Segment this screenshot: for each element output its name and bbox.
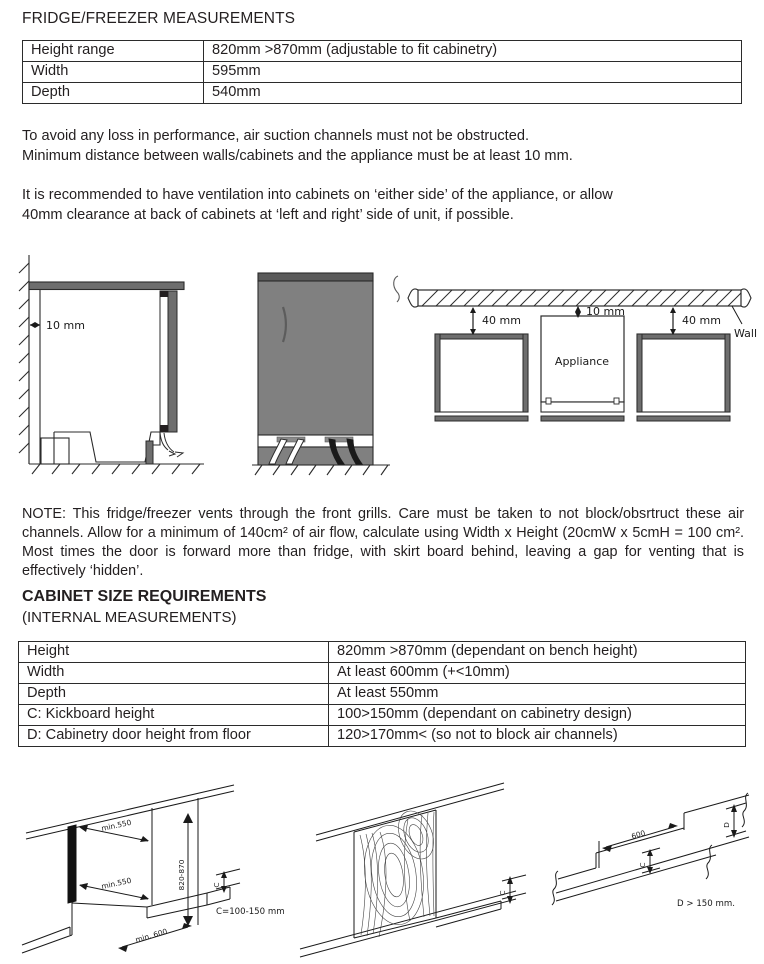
section-title-cabinet-size: CABINET SIZE REQUIREMENTS [22, 588, 267, 605]
row-label: Depth [23, 83, 204, 104]
row-label: D: Cabinetry door height from floor [19, 726, 329, 747]
cabinet-side-upright [68, 825, 76, 903]
row-value: 820mm >870mm (dependant on bench height) [329, 642, 746, 663]
door-hinge-top [160, 291, 168, 297]
cabinet-right [637, 334, 730, 421]
cabinet-size-table [18, 641, 746, 747]
airflow-arrows [160, 433, 183, 457]
dimension-label-depth-upper: min.550 [100, 817, 133, 833]
dimension-label-10mm: 10 mm [46, 319, 85, 332]
paragraph-ventilation [22, 186, 752, 225]
dimension-label-c: C [638, 862, 647, 868]
floor-hatching [29, 464, 204, 474]
row-label: C: Kickboard height [19, 705, 329, 726]
front-grill-band [258, 435, 373, 447]
appliance-door-panel [168, 291, 177, 432]
dimension-600 [599, 819, 684, 868]
dimension-note-kickboard: C=100-150 mm [216, 907, 285, 917]
dimension-label-width: min. 600 [134, 926, 169, 945]
paragraph-note: NOTE: This fridge/freezer vents through the front grills. Care must be taken to not block/obsrtruct these air channels. Allow for a minimum of 140cm² of air flow, calculate using Width x Height (20cmW x 5cmH = 100 cm². Most times the door is forward more than fridge, with skirt board behind, leaving a gap for venting that is effectively ‘hidden’. [22, 506, 744, 579]
cabinet-left [435, 334, 528, 421]
table-row [19, 663, 746, 684]
dimension-label-height: 820-870 [177, 859, 186, 891]
row-value: At least 600mm (+<10mm) [329, 663, 746, 684]
dimension-10mm [30, 322, 40, 328]
row-label: Width [19, 663, 329, 684]
table-row [23, 62, 742, 83]
section-subtitle-internal-measurements: (INTERNAL MEASUREMENTS) [22, 609, 237, 626]
paragraph-performance-line2: Minimum distance between walls/cabinets and the appliance must be at least 10 mm. [22, 147, 573, 164]
wall-band [408, 289, 751, 307]
kickboard-block [41, 438, 69, 464]
dimension-label-600: 600 [630, 828, 647, 841]
table-row [19, 642, 746, 663]
appliance-door-inner [160, 291, 168, 432]
diagram-door-panel [276, 775, 538, 963]
row-value: 595mm [204, 62, 742, 83]
dimension-c [642, 848, 660, 874]
floor-hatching-front [252, 465, 390, 475]
paragraph-ventilation-line2: 40mm clearance at back of cabinets at ‘left and right’ side of unit, if possible. [22, 206, 514, 223]
appliance-top-cap [258, 273, 373, 281]
row-value: 540mm [204, 83, 742, 104]
wall-label: Wall [734, 327, 758, 340]
skirt-board [146, 441, 153, 464]
appliance-body [258, 281, 373, 435]
table-row [23, 41, 742, 62]
door-hinge-bottom [160, 425, 168, 432]
diagram-side-section-view [8, 255, 218, 490]
diagram-plan-view [408, 272, 760, 424]
appliance-plan [541, 316, 624, 421]
dimension-label-center-10mm: 10 mm [586, 305, 625, 318]
row-value: 820mm >870mm (adjustable to fit cabinetry) [204, 41, 742, 62]
dimension-label-right-40mm: 40 mm [682, 314, 721, 327]
measurements-table [22, 40, 742, 104]
dimension-label-door-gap-c: C [498, 890, 507, 896]
diagram-iso-cabinet-recess [2, 775, 285, 963]
wall-leader-line [732, 306, 742, 324]
benchtop [29, 282, 184, 290]
dimension-left-40mm [470, 307, 476, 335]
diagram-kickboard-section [544, 775, 764, 963]
row-label: Depth [19, 684, 329, 705]
row-value: At least 550mm [329, 684, 746, 705]
dimension-right-40mm [670, 307, 676, 335]
row-value: 120>170mm< (so not to block air channels) [329, 726, 746, 747]
row-value: 100>150mm (dependant on cabinetry design) [329, 705, 746, 726]
diagram-front-view [250, 262, 405, 490]
paragraph-performance [22, 127, 742, 166]
detail-hook-mark [394, 276, 400, 302]
table-row [19, 705, 746, 726]
appliance-lower-profile [54, 432, 160, 462]
benchtop-edge-lower [26, 791, 234, 839]
dimension-label-kickboard-c: C [212, 882, 221, 888]
row-label: Height [19, 642, 329, 663]
paragraph-performance-line1: To avoid any loss in performance, air suction channels must not be obstructed. [22, 128, 529, 144]
paragraph-ventilation-line1: It is recommended to have ventilation into cabinets on ‘either side’ of the appliance, or allow [22, 187, 613, 203]
dimension-d [726, 803, 746, 838]
appliance-plan-label: Appliance [554, 355, 610, 368]
dimension-label-left-40mm: 40 mm [482, 314, 521, 327]
row-label: Width [23, 62, 204, 83]
wall-hatching-left [19, 255, 29, 464]
row-label: Height range [23, 41, 204, 62]
page-title: FRIDGE/FREEZER MEASUREMENTS [22, 10, 296, 27]
table-row [19, 684, 746, 705]
dimension-note-d: D > 150 mm. [677, 899, 735, 909]
table-row [23, 83, 742, 104]
dimension-label-depth-lower: min.550 [100, 875, 133, 891]
dimension-label-d: D [722, 822, 731, 828]
table-row [19, 726, 746, 747]
